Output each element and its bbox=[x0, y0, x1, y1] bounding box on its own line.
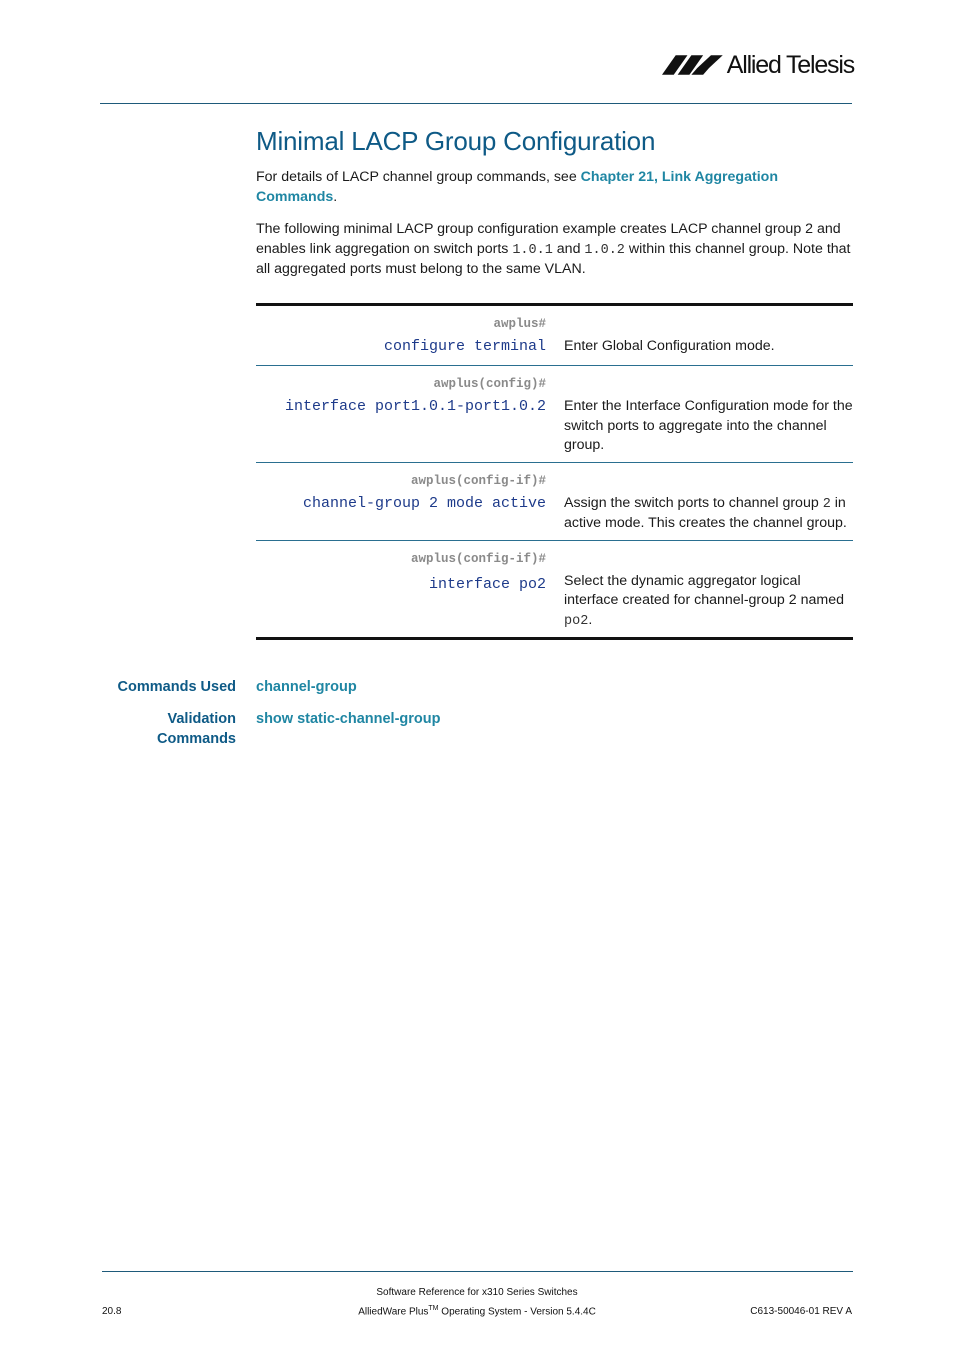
command-row bbox=[256, 366, 853, 463]
channel-group-link[interactable]: channel-group bbox=[256, 679, 357, 695]
show-static-channel-group-link[interactable]: show static-channel-group bbox=[256, 711, 441, 727]
cli-command: channel-group 2 mode active bbox=[302, 494, 546, 512]
command-cell bbox=[256, 305, 552, 366]
port-code-2: 1.0.2 bbox=[584, 242, 625, 258]
description-and: and bbox=[552, 240, 585, 257]
description-paragraph bbox=[256, 220, 852, 280]
description-text: Assign the switch ports to channel group bbox=[564, 494, 823, 511]
port-code-1: 1.0.1 bbox=[512, 242, 553, 258]
command-cell bbox=[256, 366, 552, 463]
cli-command: interface po2 bbox=[428, 575, 546, 593]
description-text: Select the dynamic aggregator logical interface created for channel-group 2 named bbox=[564, 572, 844, 608]
description-text: in active mode. This creates the channel group. bbox=[564, 494, 847, 531]
allied-telesis-mark-icon bbox=[662, 55, 723, 75]
footer-title: Software Reference for x310 Series Switches bbox=[376, 1287, 578, 1298]
page-number: 20.8 bbox=[102, 1306, 122, 1317]
logo-text: Allied Telesis bbox=[726, 50, 854, 79]
footer-rule bbox=[102, 1271, 853, 1272]
cli-prompt: awplus# bbox=[493, 317, 546, 331]
command-row bbox=[256, 540, 853, 639]
intro-paragraph bbox=[256, 168, 852, 207]
chapter-link[interactable]: Chapter 21, Link Aggregation Commands bbox=[256, 169, 778, 205]
footer-version: Operating System - Version 5.4.4C bbox=[438, 1306, 596, 1318]
description-text-a: The following minimal LACP group configuration example creates LACP channel group 2 and enables link aggregation on switch ports bbox=[256, 221, 841, 257]
validation-label-line2: Commands bbox=[157, 731, 236, 747]
intro-end: . bbox=[333, 188, 338, 205]
command-cell bbox=[256, 540, 552, 639]
validation-commands-label bbox=[157, 709, 236, 749]
validation-label-line1: Validation bbox=[167, 711, 236, 727]
footer-product-name: AlliedWare Plus bbox=[358, 1306, 429, 1318]
cli-prompt: awplus(config-if)# bbox=[410, 551, 546, 566]
cli-prompt: awplus(config-if)# bbox=[410, 473, 546, 488]
cli-command: configure terminal bbox=[383, 338, 546, 355]
command-row bbox=[256, 462, 853, 540]
command-cell bbox=[256, 462, 552, 540]
cli-prompt: awplus(config)# bbox=[433, 377, 546, 391]
command-row bbox=[256, 305, 853, 366]
description-text-b: within this channel group. Note that all aggregated ports must belong to the same VLAN. bbox=[256, 240, 851, 277]
inline-code: 2 bbox=[822, 496, 831, 512]
inline-code: po2 bbox=[564, 613, 589, 629]
trademark-mark: TM bbox=[428, 1305, 439, 1312]
description-text: . bbox=[588, 611, 593, 628]
intro-text: For details of LACP channel group commands, see bbox=[256, 169, 581, 185]
command-description: Enter Global Configuration mode. bbox=[564, 338, 775, 354]
header-rule bbox=[100, 103, 852, 104]
command-description bbox=[552, 540, 853, 639]
command-description bbox=[552, 462, 853, 540]
command-description: Enter the Interface Configuration mode for the switch ports to aggregate into the channel group. bbox=[552, 366, 853, 463]
command-table bbox=[256, 303, 853, 640]
section-title: Minimal LACP Group Configuration bbox=[256, 126, 656, 156]
allied-telesis-logo bbox=[662, 50, 854, 80]
document-id: C613-50046-01 REV A bbox=[750, 1306, 852, 1317]
cli-command: interface port1.0.1-port1.0.2 bbox=[284, 398, 546, 415]
commands-used-label: Commands Used bbox=[117, 679, 236, 695]
